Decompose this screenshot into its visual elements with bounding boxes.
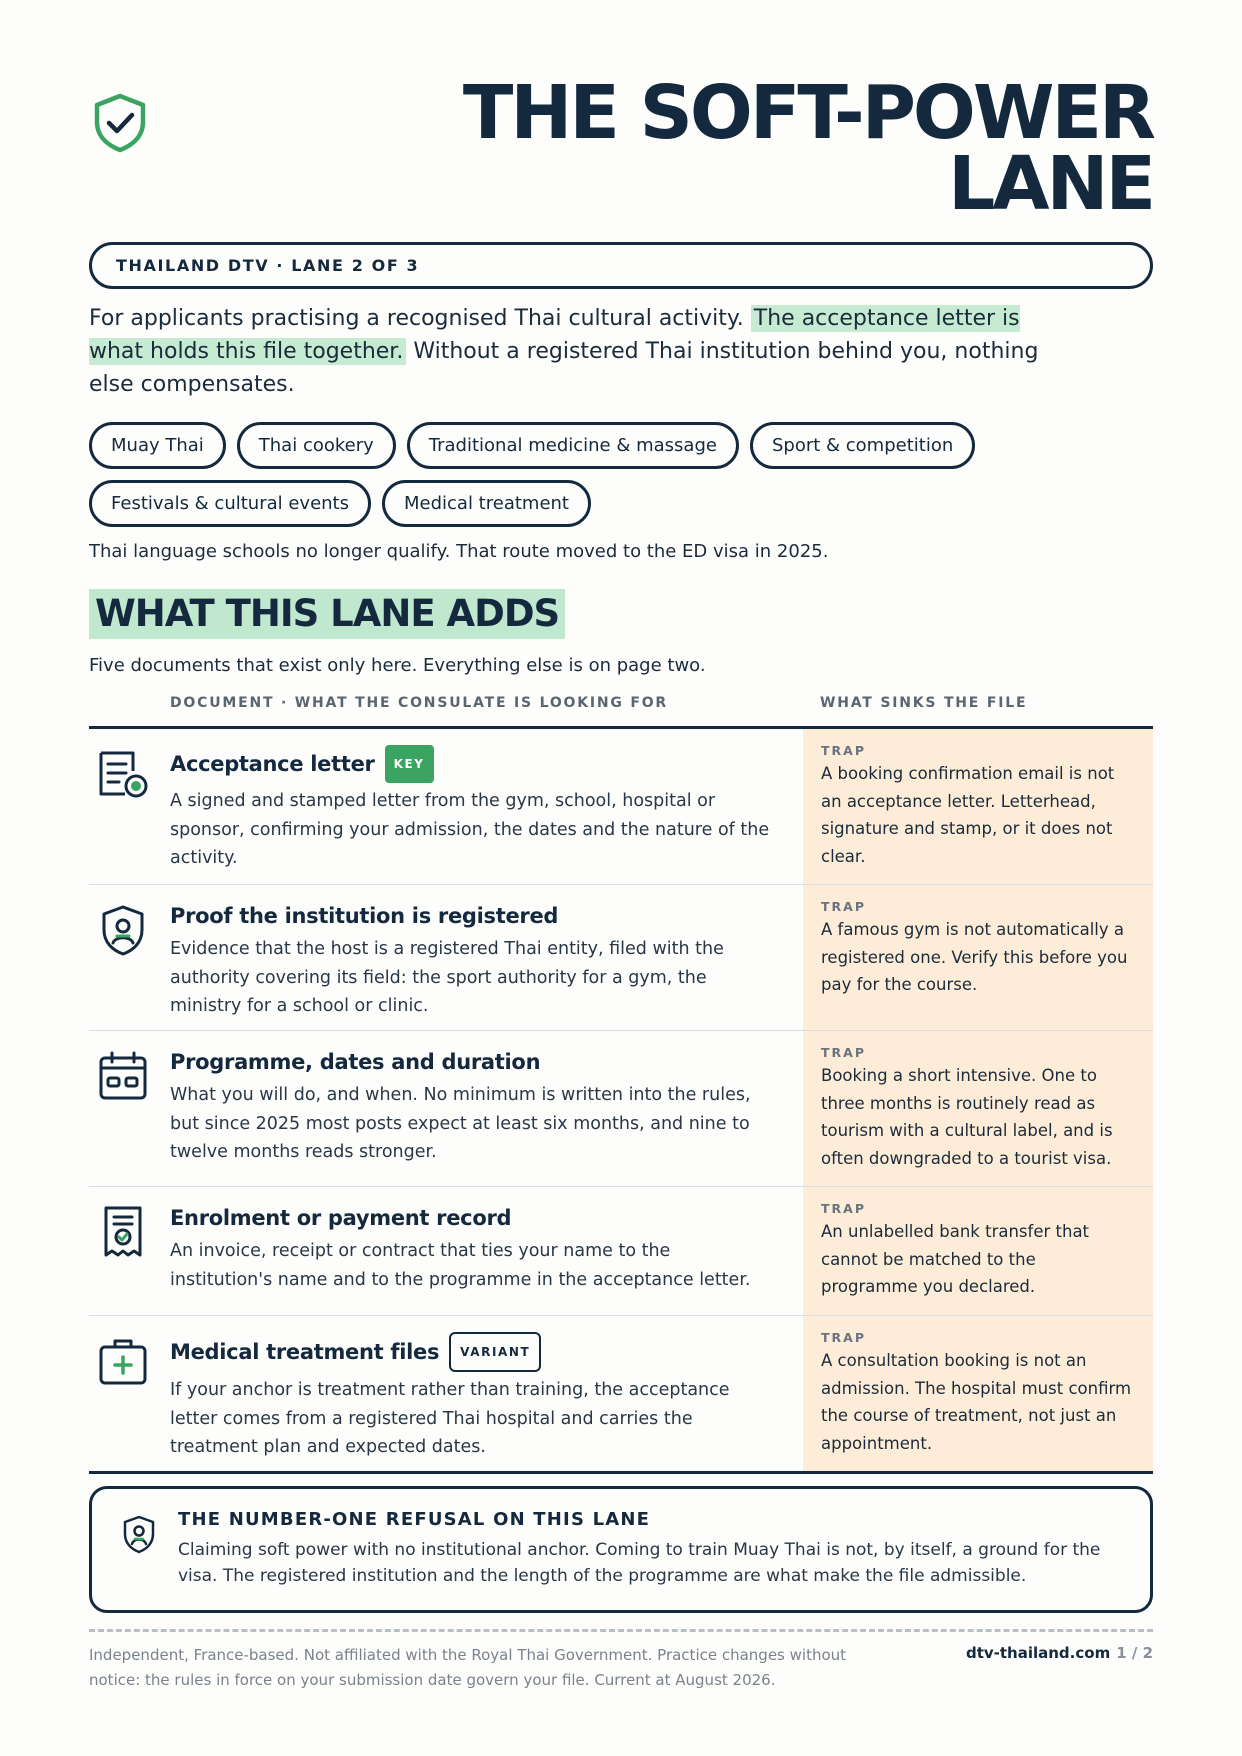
document-description: Evidence that the host is a registered Thai entity, filed with the authority covering its field: the sport authority for a gym, the ministry for a school or clinic. bbox=[170, 939, 724, 1016]
trap-cell bbox=[803, 1316, 1153, 1471]
document-description: What you will do, and when. No minimum is written into the rules, but since 2025 most posts expect at least six months, and nine to twelve months reads stronger. bbox=[170, 1085, 751, 1162]
page-title bbox=[462, 70, 1153, 227]
chip-thai-cookery: Thai cookery bbox=[237, 422, 396, 469]
page-number: 1 / 2 bbox=[1116, 1644, 1153, 1662]
trap-text: An unlabelled bank transfer that cannot be matched to the programme you declared. bbox=[821, 1222, 1090, 1296]
footer-disclaimer: Independent, France-based. Not affiliated with the Royal Thai Government. Practice changes without notice: the rules in force on your submission date govern your file. Current at August 2026. bbox=[89, 1646, 847, 1689]
receipt-check-icon bbox=[95, 1205, 151, 1261]
section-subtitle: Five documents that exist only here. Everything else is on page two. bbox=[89, 655, 706, 676]
lane-label: THAILAND DTV · LANE 2 OF 3 bbox=[89, 242, 1153, 289]
trap-text: A consultation booking is not an admission. The hospital must confirm the course of treatment, not just an appointment. bbox=[821, 1351, 1132, 1453]
chip-festivals: Festivals & cultural events bbox=[89, 480, 371, 527]
footer-site-link[interactable]: dtv-thailand.com bbox=[965, 1644, 1111, 1662]
page-title-line-1: THE SOFT-POWER bbox=[462, 70, 1153, 156]
key-badge: KEY bbox=[385, 745, 434, 783]
table-row bbox=[89, 729, 1153, 885]
trap-label: TRAP bbox=[821, 1201, 866, 1216]
document-title: Programme, dates and duration bbox=[170, 1050, 541, 1074]
document-title: Medical treatment files bbox=[170, 1340, 440, 1364]
intro-paragraph bbox=[89, 302, 1049, 401]
trap-cell bbox=[803, 1031, 1153, 1186]
document-description: If your anchor is treatment rather than training, the acceptance letter comes from a registered Thai hospital and carries the treatment plan and expected dates. bbox=[170, 1380, 730, 1457]
documents-table bbox=[89, 726, 1153, 1474]
trap-label: TRAP bbox=[821, 1330, 866, 1345]
callout-text: Claiming soft power with no institutional anchor. Coming to train Muay Thai is not, by itself, a ground for the visa. The registered institution and the length of the programme are what make the file admissible. bbox=[178, 1540, 1101, 1586]
table-row bbox=[89, 1187, 1153, 1316]
document-description: A signed and stamped letter from the gym, school, hospital or sponsor, confirming your admission, the dates and the nature of the activity. bbox=[170, 791, 770, 868]
trap-text: A booking confirmation email is not an acceptance letter. Letterhead, signature and stamp, or it does not clear. bbox=[821, 764, 1115, 866]
footer-divider bbox=[89, 1629, 1153, 1632]
footer-right bbox=[966, 1644, 1153, 1662]
trap-cell bbox=[803, 729, 1153, 884]
document-title: Enrolment or payment record bbox=[170, 1206, 512, 1230]
trap-cell bbox=[803, 885, 1153, 1030]
shield-person-icon bbox=[122, 1515, 156, 1555]
document-description: An invoice, receipt or contract that ties your name to the institution's name and to the programme in the acceptance letter. bbox=[170, 1241, 751, 1290]
trap-text: Booking a short intensive. One to three months is routinely read as tourism with a cultural label, and is often downgraded to a tourist visa. bbox=[821, 1066, 1113, 1168]
trap-label: TRAP bbox=[821, 899, 866, 914]
trap-label: TRAP bbox=[821, 1045, 866, 1060]
activity-chips bbox=[89, 422, 1153, 538]
intro-text-after: Without a registered Thai institution behind you, nothing else compensates. bbox=[89, 339, 1039, 397]
trap-label: TRAP bbox=[821, 743, 866, 758]
table-row bbox=[89, 885, 1153, 1031]
section-title: WHAT THIS LANE ADDS bbox=[89, 589, 565, 639]
chip-sport-competition: Sport & competition bbox=[750, 422, 975, 469]
trap-cell bbox=[803, 1187, 1153, 1315]
shield-person-icon bbox=[95, 903, 151, 959]
callout-title: THE NUMBER-ONE REFUSAL ON THIS LANE bbox=[178, 1509, 651, 1530]
calendar-icon bbox=[95, 1049, 151, 1105]
shield-check-icon bbox=[92, 93, 148, 153]
document-badge-icon bbox=[95, 747, 151, 803]
trap-text: A famous gym is not automatically a registered one. Verify this before you pay for the course. bbox=[821, 920, 1128, 994]
column-header-document: DOCUMENT · WHAT THE CONSULATE IS LOOKING FOR bbox=[170, 695, 669, 711]
intro-text-before: For applicants practising a recognised Thai cultural activity. bbox=[89, 306, 751, 331]
document-title: Proof the institution is registered bbox=[170, 904, 559, 928]
column-header-trap: WHAT SINKS THE FILE bbox=[820, 695, 1028, 711]
table-row bbox=[89, 1031, 1153, 1187]
medical-kit-icon bbox=[95, 1334, 151, 1390]
chip-medical-treatment: Medical treatment bbox=[382, 480, 591, 527]
activities-note: Thai language schools no longer qualify. That route moved to the ED visa in 2025. bbox=[89, 541, 829, 562]
page-title-line-2: LANE bbox=[948, 141, 1153, 227]
table-row bbox=[89, 1316, 1153, 1471]
table-column-headers bbox=[89, 695, 1153, 715]
variant-badge: VARIANT bbox=[449, 1332, 541, 1372]
intro-highlight: The acceptance letter is what holds this file together. bbox=[89, 306, 1020, 364]
refusal-callout bbox=[89, 1486, 1153, 1613]
chip-muay-thai: Muay Thai bbox=[89, 422, 226, 469]
document-title: Acceptance letter bbox=[170, 752, 375, 776]
chip-traditional-medicine: Traditional medicine & massage bbox=[407, 422, 739, 469]
